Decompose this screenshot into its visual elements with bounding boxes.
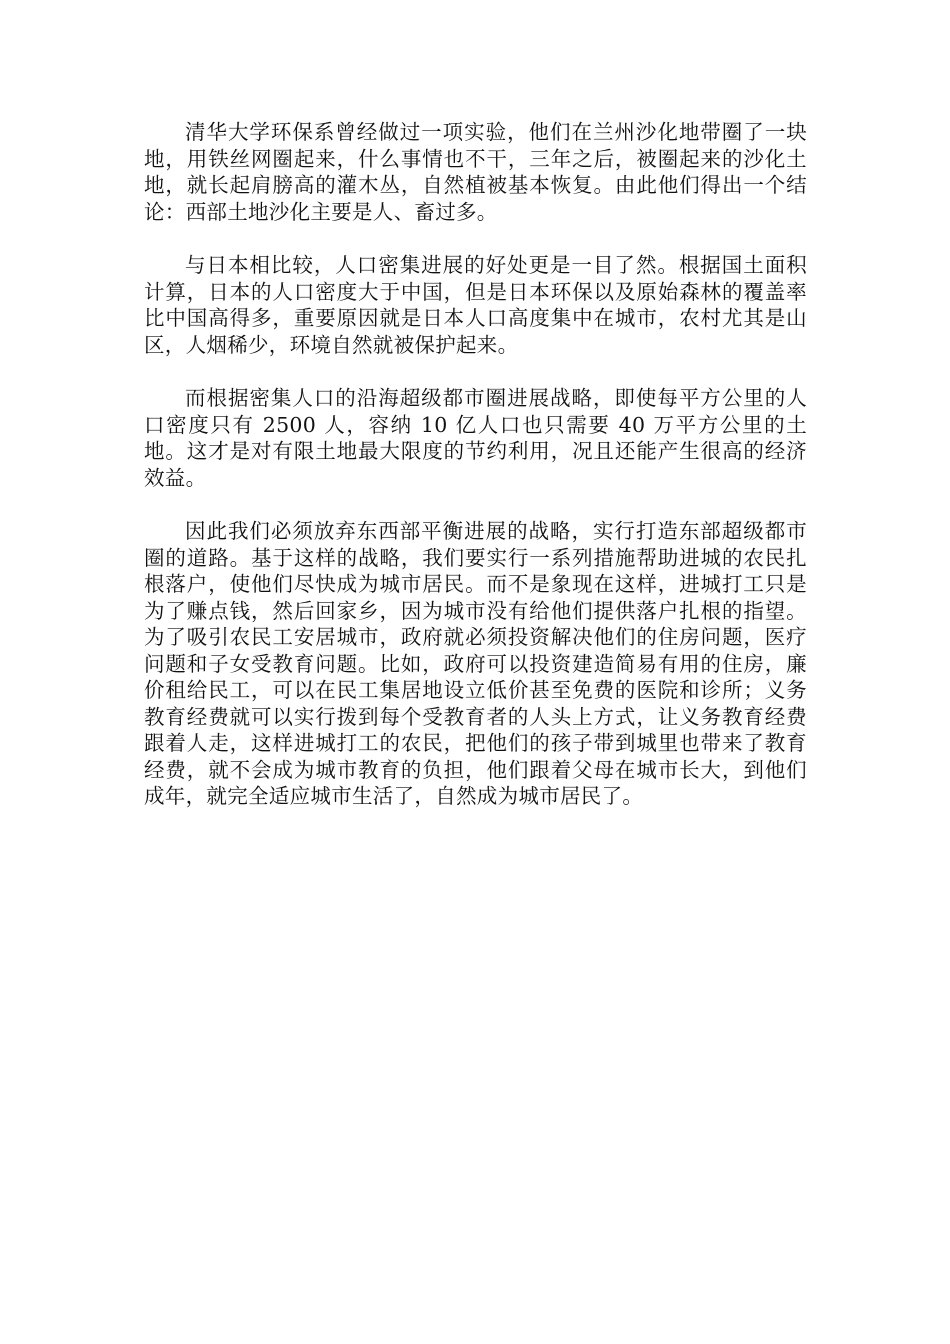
paragraph-4: 因此我们必须放弃东西部平衡进展的战略，实行打造东部超级都市圈的道路。基于这样的战略，我们要实行一系列措施帮助进城的农民扎根落户，使他们尽快成为城市居民。而不是象现在这样，进城打工只是为了赚点钱，然后回家乡，因为城市没有给他们提供落户扎根的指望。为了吸引农民工安居城市，政府就必须投资解决他们的住房问题，医疗问题和子女受教育问题。比如，政府可以投资建造简易有用的住房，廉价租给民工，可以在民工集居地设立低价甚至免费的医院和诊所；义务教育经费就可以实行拨到每个受教育者的人头上方式，让义务教育经费跟着人走，这样进城打工的农民，把他们的孩子带到城里也带来了教育经费，就不会成为城市教育的负担，他们跟着父母在城市长大，到他们成年，就完全适应城市生活了，自然成为城市居民了。 [144,519,807,808]
paragraph-1: 清华大学环保系曾经做过一项实验，他们在兰州沙化地带圈了一块地，用铁丝网圈起来，什么事情也不干，三年之后，被圈起来的沙化土地，就长起肩膀高的灌木丛，自然植被基本恢复。由此他们得出一个结论：西部土地沙化主要是人、畜过多。 [144,120,807,224]
document-page [144,119,807,837]
paragraph-2: 与日本相比较，人口密集进展的好处更是一目了然。根据国土面积计算，日本的人口密度大于中国，但是日本环保以及原始森林的覆盖率比中国高得多，重要原因就是日本人口高度集中在城市，农村尤其是山区，人烟稀少，环境自然就被保护起来。 [144,253,807,357]
paragraph-3: 而根据密集人口的沿海超级都市圈进展战略，即使每平方公里的人口密度只有 2500 人，容纳 10 亿人口也只需要 40 万平方公里的土地。这才是对有限土地最大限度的节约利用，况且还能产生很高的经济效益。 [144,386,807,490]
